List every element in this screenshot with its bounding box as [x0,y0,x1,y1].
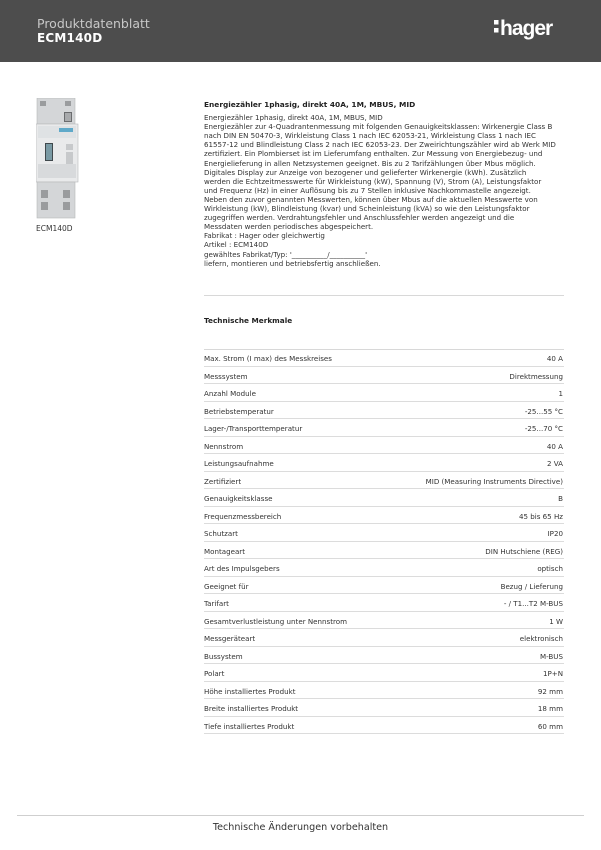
table-row [204,437,564,455]
table-row [204,384,564,402]
spec-value: optisch [537,564,563,573]
spec-label: Lager-/Transporttemperatur [204,424,303,433]
spec-value: 40 A [546,441,563,451]
table-row [204,559,564,577]
table-row [204,594,564,612]
spec-label: Zertifiziert [204,476,242,486]
spec-value: 45 bis 65 Hz [518,511,563,521]
table-row [204,629,564,647]
spec-value: 18 mm [537,704,563,713]
spec-label: Bussystem [204,651,243,661]
spec-value: - / T1...T2 M-BUS [503,599,563,608]
spec-value: MID (Measuring Instruments Directive) [425,476,563,486]
description-line: 61557-12 und Blindleistung Class 2 nach IEC 62053-23. Der Zweirichtungszähler wird ab Werk MID [204,140,556,150]
spec-label: Gesamtverlustleistung unter Nennstrom [204,616,348,626]
logo-text: hager [500,17,553,40]
spec-label: Max. Strom (I max) des Messkreises [204,354,332,363]
product-code: ECM140D [37,31,103,45]
spec-value: M-BUS [540,651,563,661]
spec-value: Direktmessung [509,371,563,381]
spec-value: 92 mm [537,686,563,696]
description-line: Fabrikat : Hager oder gleichwertig [204,231,325,241]
description-line: Energiezähler 1phasig, direkt 40A, 1M, MBUS, MID [204,113,383,123]
description-line: Messdaten werden periodisches abgespeichert. [204,222,374,232]
spec-value: 1P+N [542,669,563,678]
description-line: gewähltes Fabrikat/Typ: '__________/__________' [204,249,368,259]
table-row [204,647,564,665]
doc-type: Produktdatenblatt [37,16,150,31]
spec-value: IP20 [547,529,563,538]
spec-label: Messgeräteart [204,634,256,643]
description-title: Energiezähler 1phasig, direkt 40A, 1M, MBUS, MID [204,100,416,109]
spec-value: 2 VA [546,459,563,468]
spec-label: Höhe installiertes Produkt [204,686,296,696]
table-row [204,699,564,717]
description-line: liefern, montieren und betriebsfertig anschließen. [204,258,381,268]
spec-label: Messsystem [204,371,248,381]
spec-label: Schutzart [204,529,238,538]
spec-value: B [558,494,563,503]
spec-label: Polart [204,669,225,678]
table-row [204,489,564,507]
image-caption: ECM140D [36,224,73,233]
spec-value: -25...70 °C [524,424,563,433]
table-row [204,507,564,525]
table-row [204,402,564,420]
description-line: Energielieferung in allen Netzsystemen geeignet. Bis zu 2 Tarifzählungen über Mbus möglich. [204,158,536,168]
description-line: Wirkleistung (kW), Blindleistung (kvar) und Scheinleistung (kVA) so wie den Leistungsfaktor [204,204,530,214]
spec-value: 1 W [549,616,563,626]
table-row [204,349,564,367]
table-row [204,577,564,595]
spec-label: Tarifart [204,599,229,608]
spec-label: Anzahl Module [204,389,256,398]
table-row [204,367,564,385]
table-row [204,419,564,437]
footer-divider [17,815,584,816]
spec-value: DIN Hutschiene (REG) [485,546,563,556]
spec-label: Geeignet für [204,581,249,591]
spec-label: Leistungsaufnahme [204,459,274,468]
description-line: Artikel : ECM140D [204,240,269,250]
table-row [204,612,564,630]
spec-label: Frequenzmessbereich [204,511,282,521]
table-row [204,717,564,735]
spec-label: Betriebstemperatur [204,406,274,416]
spec-value: 60 mm [537,721,563,731]
spec-label: Genauigkeitsklasse [204,494,273,503]
table-row [204,542,564,560]
section-divider [204,295,564,296]
energy-meter-din-rail-icon [36,98,80,220]
spec-value: 1 [558,389,563,398]
description-line: zertifiziert. Ein Plombierset ist im Lieferumfang enthalten. Zur Messung von Energiebezug- und [204,149,543,159]
spec-value: elektronisch [519,634,563,643]
spec-label: Montageart [204,546,245,556]
spec-label: Breite installiertes Produkt [204,704,299,713]
spec-label: Art des Impulsgebers [204,564,280,573]
section-title: Technische Merkmale [204,316,293,325]
table-row [204,664,564,682]
description-line: Digitales Display zur Anzeige von bezogener und gelieferter Wirkenergie (kWh). Zusätzlich [204,167,527,177]
product-description [204,100,569,268]
description-line: Neben den zuvor genannten Messwerten, können über Mbus auf die aktuellen Messwerte von [204,194,538,204]
spec-table [204,349,564,734]
table-row [204,682,564,700]
page-header [0,0,601,62]
table-row [204,472,564,490]
spec-label: Nennstrom [204,441,244,451]
spec-label: Tiefe installiertes Produkt [204,721,295,731]
footer-note: Technische Änderungen vorbehalten [212,822,389,833]
spec-value: -25...55 °C [524,406,563,416]
spec-value: Bezug / Lieferung [500,581,563,591]
description-line: Energiezähler zur 4-Quadrantenmessung mit folgenden Genauigkeitsklassen: Wirkenergie Class B [204,122,553,132]
table-row [204,524,564,542]
description-line: zugegriffen werden. Verdrahtungsfehler und Anschlussfehler werden angezeigt und die [204,213,515,223]
table-row [204,454,564,472]
hager-logo [494,16,564,42]
description-line: nach DIN EN 50470-3, Wirkleistung Class 1 nach IEC 62053-21, Wirkleistung Class 1 nach IEC [204,131,536,141]
spec-value: 40 A [546,354,563,363]
description-line: werden die Echtzeitmesswerte für Wirkleistung (kW), Spannung (V), Strom (A), Leistungsfaktor [204,176,542,186]
description-line: und Frequenz (Hz) in einer Auflösung bis zu 7 Stellen inklusive Nachkommastelle angezeigt. [204,185,531,195]
